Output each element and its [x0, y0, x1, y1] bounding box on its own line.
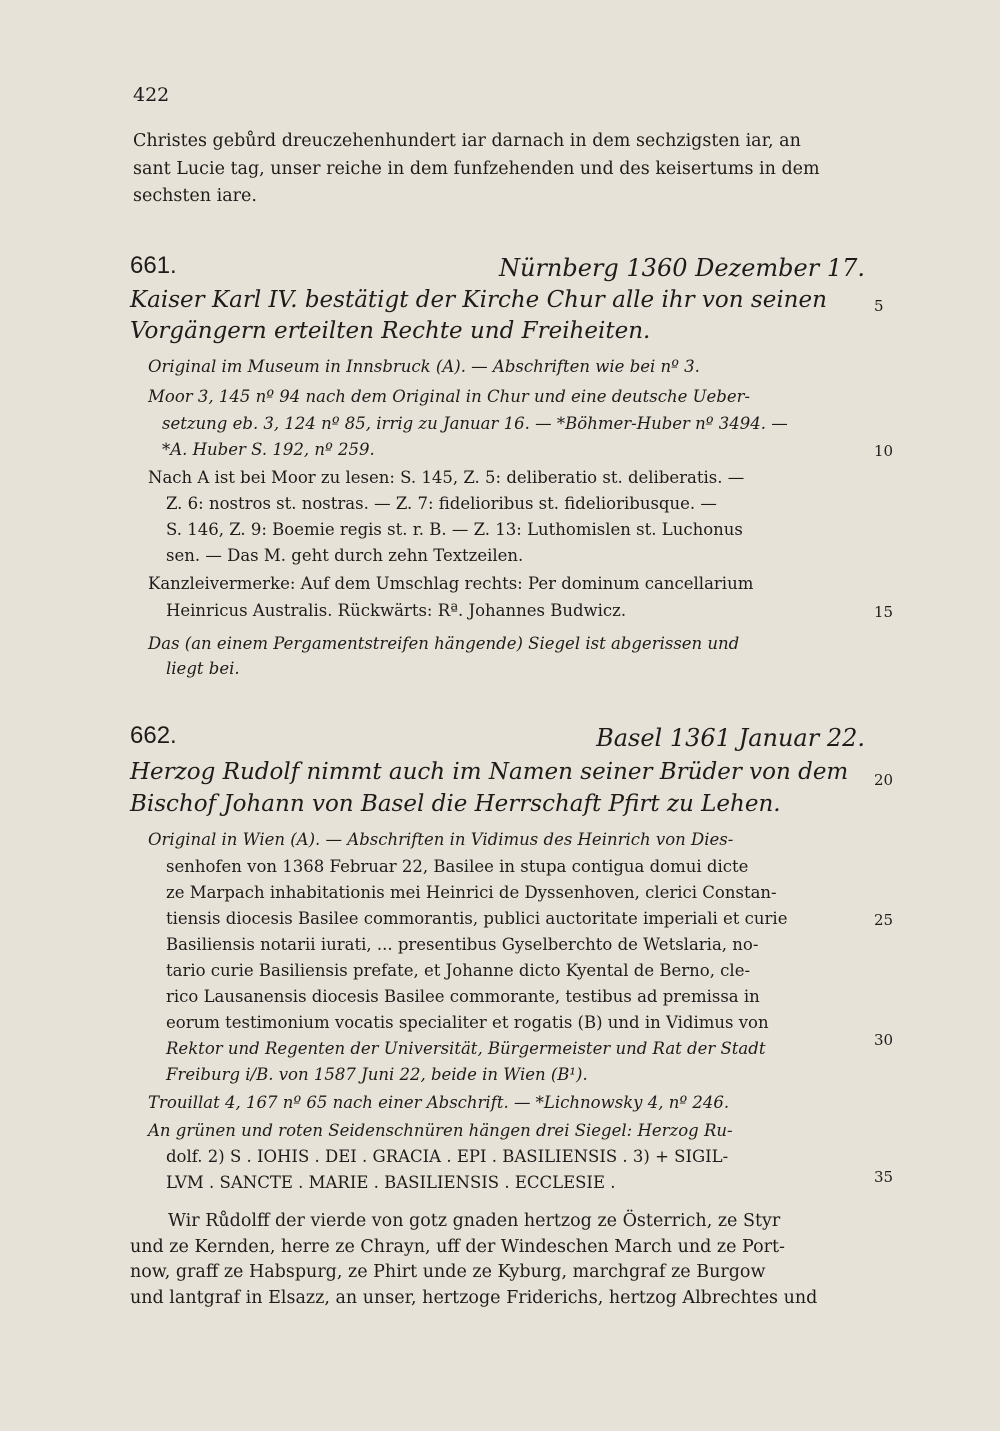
- charter-text-line: und lantgraf in Elsazz, an unser, hertzoge Friderichs, hertzog Albrechtes und: [130, 1288, 818, 1308]
- note-line: Heinricus Australis. Rückwärts: Rª. Johannes Budwicz.: [166, 601, 627, 620]
- note-line: Rektor und Regenten der Universität, Bürgermeister und Rat der Stadt: [166, 1039, 766, 1058]
- page-number: 422: [133, 84, 170, 106]
- note-line: Kanzleivermerke: Auf dem Umschlag rechts: Per dominum cancellarium: [148, 574, 754, 593]
- intro-line: Christes gebůrd dreuczehenhundert iar darnach in dem sechzigsten iar, an: [133, 131, 801, 151]
- margin-line-number: 15: [874, 603, 894, 621]
- regest-heading-661: Vorgängern erteilten Rechte und Freiheiten.: [130, 318, 651, 344]
- regest-heading-661: Kaiser Karl IV. bestätigt der Kirche Chur alle ihr von seinen: [130, 287, 827, 313]
- intro-line: sant Lucie tag, unser reiche in dem funfzehenden und des keisertums in dem: [133, 159, 820, 179]
- note-line: Moor 3, 145 nº 94 nach dem Original in Chur und eine deutsche Ueber-: [148, 387, 751, 406]
- margin-line-number: 20: [874, 771, 894, 789]
- note-line: LVM . SANCTE . MARIE . BASILIENSIS . ECCLESIE .: [166, 1173, 616, 1192]
- regest-heading-662: Bischof Johann von Basel die Herrschaft Pfirt zu Lehen.: [130, 791, 781, 817]
- note-line: ze Marpach inhabitationis mei Heinrici de Dyssenhoven, clerici Constan-: [166, 883, 777, 902]
- note-line: tiensis diocesis Basilee commorantis, publici auctoritate imperiali et curie: [166, 909, 788, 928]
- note-line: Basiliensis notarii iurati, ... presentibus Gyselberchto de Wetslaria, no-: [166, 935, 759, 954]
- note-line: sen. — Das M. geht durch zehn Textzeilen.: [166, 546, 524, 565]
- margin-line-number: 5: [874, 297, 884, 315]
- note-line: S. 146, Z. 9: Boemie regis st. r. B. — Z. 13: Luthomislen st. Luchonus: [166, 520, 743, 539]
- regest-heading-662: Herzog Rudolf nimmt auch im Namen seiner Brüder von dem: [130, 759, 849, 785]
- margin-line-number: 25: [874, 911, 894, 929]
- dateline-662: Basel 1361 Januar 22.: [596, 724, 865, 752]
- note-line: tario curie Basiliensis prefate, et Johanne dicto Kyental de Berno, cle-: [166, 961, 751, 980]
- note-line: eorum testimonium vocatis specialiter et rogatis (B) und in Vidimus von: [166, 1013, 769, 1032]
- note-line: dolf. 2) S . IOHIS . DEI . GRACIA . EPI . BASILIENSIS . 3) + SIGIL-: [166, 1147, 729, 1166]
- dateline-661: Nürnberg 1360 Dezember 17.: [498, 254, 865, 282]
- note-line: Nach A ist bei Moor zu lesen: S. 145, Z. 5: deliberatio st. deliberatis. —: [148, 468, 745, 487]
- margin-line-number: 35: [874, 1168, 894, 1186]
- charter-text-line: Wir Růdolff der vierde von gotz gnaden hertzog ze Österrich, ze Styr: [168, 1211, 781, 1231]
- note-line: rico Lausanensis diocesis Basilee commorante, testibus ad premissa in: [166, 987, 760, 1006]
- note-line: Trouillat 4, 167 nº 65 nach einer Abschrift. — *Lichnowsky 4, nº 246.: [148, 1093, 730, 1112]
- note-line: An grünen und roten Seidenschnüren hängen drei Siegel: Herzog Ru-: [148, 1121, 733, 1140]
- document-number-661: 661.: [130, 252, 177, 279]
- note-line: Z. 6: nostros st. nostras. — Z. 7: fidelioribus st. fidelioribusque. —: [166, 494, 717, 513]
- note-line: senhofen von 1368 Februar 22, Basilee in stupa contigua domui dicte: [166, 857, 749, 876]
- note-line: Freiburg i/B. von 1587 Juni 22, beide in Wien (B¹).: [166, 1065, 588, 1084]
- note-line: *A. Huber S. 192, nº 259.: [162, 440, 375, 459]
- note-line: Das (an einem Pergamentstreifen hängende) Siegel ist abgerissen und: [148, 634, 740, 653]
- margin-line-number: 10: [874, 442, 894, 460]
- note-line: Original im Museum in Innsbruck (A). — Abschriften wie bei nº 3.: [148, 357, 700, 376]
- charter-text-line: und ze Kernden, herre ze Chrayn, uff der Windeschen March und ze Port-: [130, 1237, 785, 1257]
- charter-text-line: now, graff ze Habspurg, ze Phirt unde ze Kyburg, marchgraf ze Burgow: [130, 1262, 766, 1282]
- margin-line-number: 30: [874, 1031, 894, 1049]
- note-line: Original in Wien (A). — Abschriften in Vidimus des Heinrich von Dies-: [148, 830, 734, 849]
- intro-line: sechsten iare.: [133, 186, 257, 206]
- document-number-662: 662.: [130, 722, 177, 749]
- note-line: setzung eb. 3, 124 nº 85, irrig zu Januar 16. — *Böhmer-Huber nº 3494. —: [162, 414, 788, 433]
- note-line: liegt bei.: [166, 659, 240, 678]
